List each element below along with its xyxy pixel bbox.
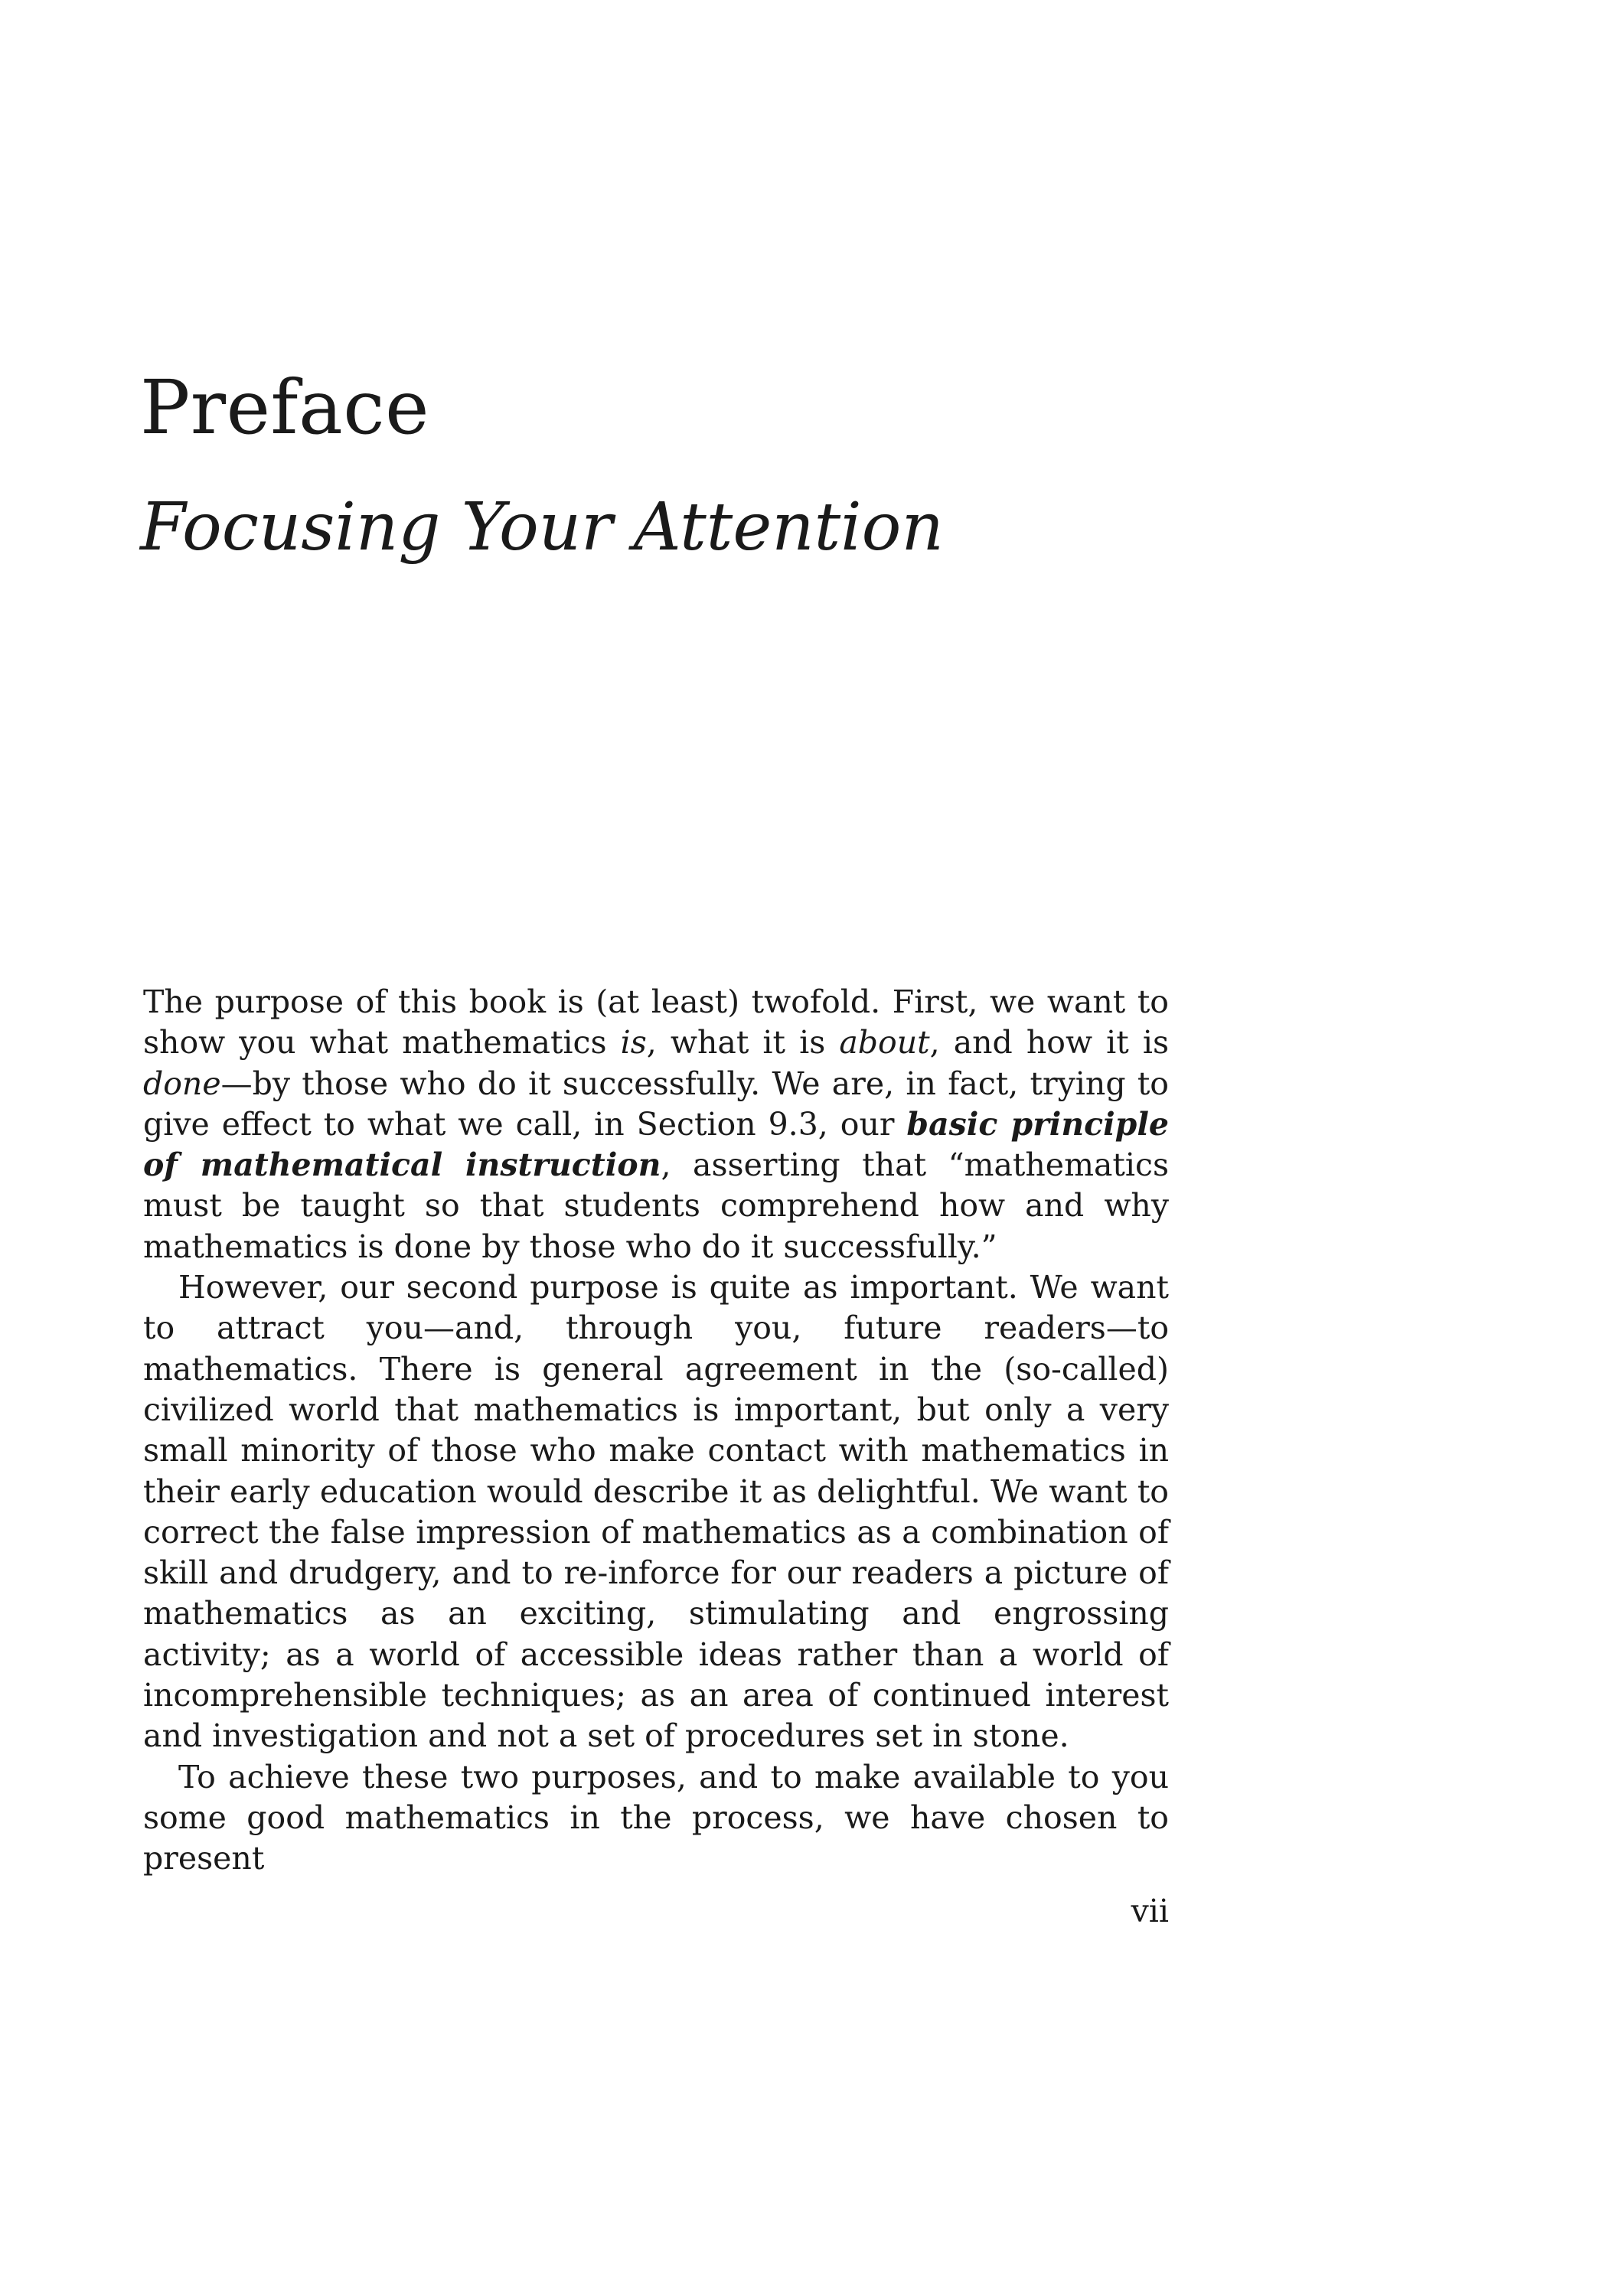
page-subtitle: Focusing Your Attention xyxy=(140,489,944,566)
paragraph-2 xyxy=(143,1267,1169,1757)
paragraph-1-text: The purpose of this book is (at least) twofold. First, we want to show you what mathematics xyxy=(143,983,1169,1062)
paragraph-3-text: To achieve these two purposes, and to make available to you some good mathematics in the process, we have chosen to present xyxy=(143,1758,1169,1877)
paragraph-1-text: , asserting that “mathematics must be taught so that students comprehend how and why mathematics is done by those who do it successfully.” xyxy=(143,1146,1169,1265)
paragraph-1 xyxy=(143,982,1169,1267)
paragraph-3 xyxy=(143,1757,1169,1880)
emphasis-about: about xyxy=(839,1024,930,1062)
paragraph-2-text: However, our second purpose is quite as important. We want to attract you—and, through you, future readers—to mathematics. There is general agreement in the (so-called) civilized world that mathematics is important, but only a very small minority of those who make contact with mathematics in their early education would describe it as delightful. We want to correct the false impression of mathematics as a combination of skill and drudgery, and to re-inforce for our readers a picture of mathematics as an exciting, stimulating and engrossing activity; as a world of accessible ideas rather than a world of incomprehensible techniques; as an area of continued interest and investigation and not a set of procedures set in stone. xyxy=(143,1269,1169,1755)
emphasis-done: done xyxy=(143,1065,221,1102)
body-text xyxy=(143,982,1169,1880)
paragraph-1-text: —by those who do it successfully. We are, in fact, trying to give effect to what we call, in Section 9.3, our xyxy=(143,1065,1169,1143)
paragraph-1-text: , what it is xyxy=(646,1024,840,1062)
page-number: vii xyxy=(1131,1893,1169,1929)
page-title: Preface xyxy=(140,364,430,451)
key-term-basic-principle: basic principle of mathematical instruction xyxy=(143,1105,1169,1184)
emphasis-is: is xyxy=(620,1024,647,1062)
paragraph-1-text: , and how it is xyxy=(929,1024,1169,1062)
